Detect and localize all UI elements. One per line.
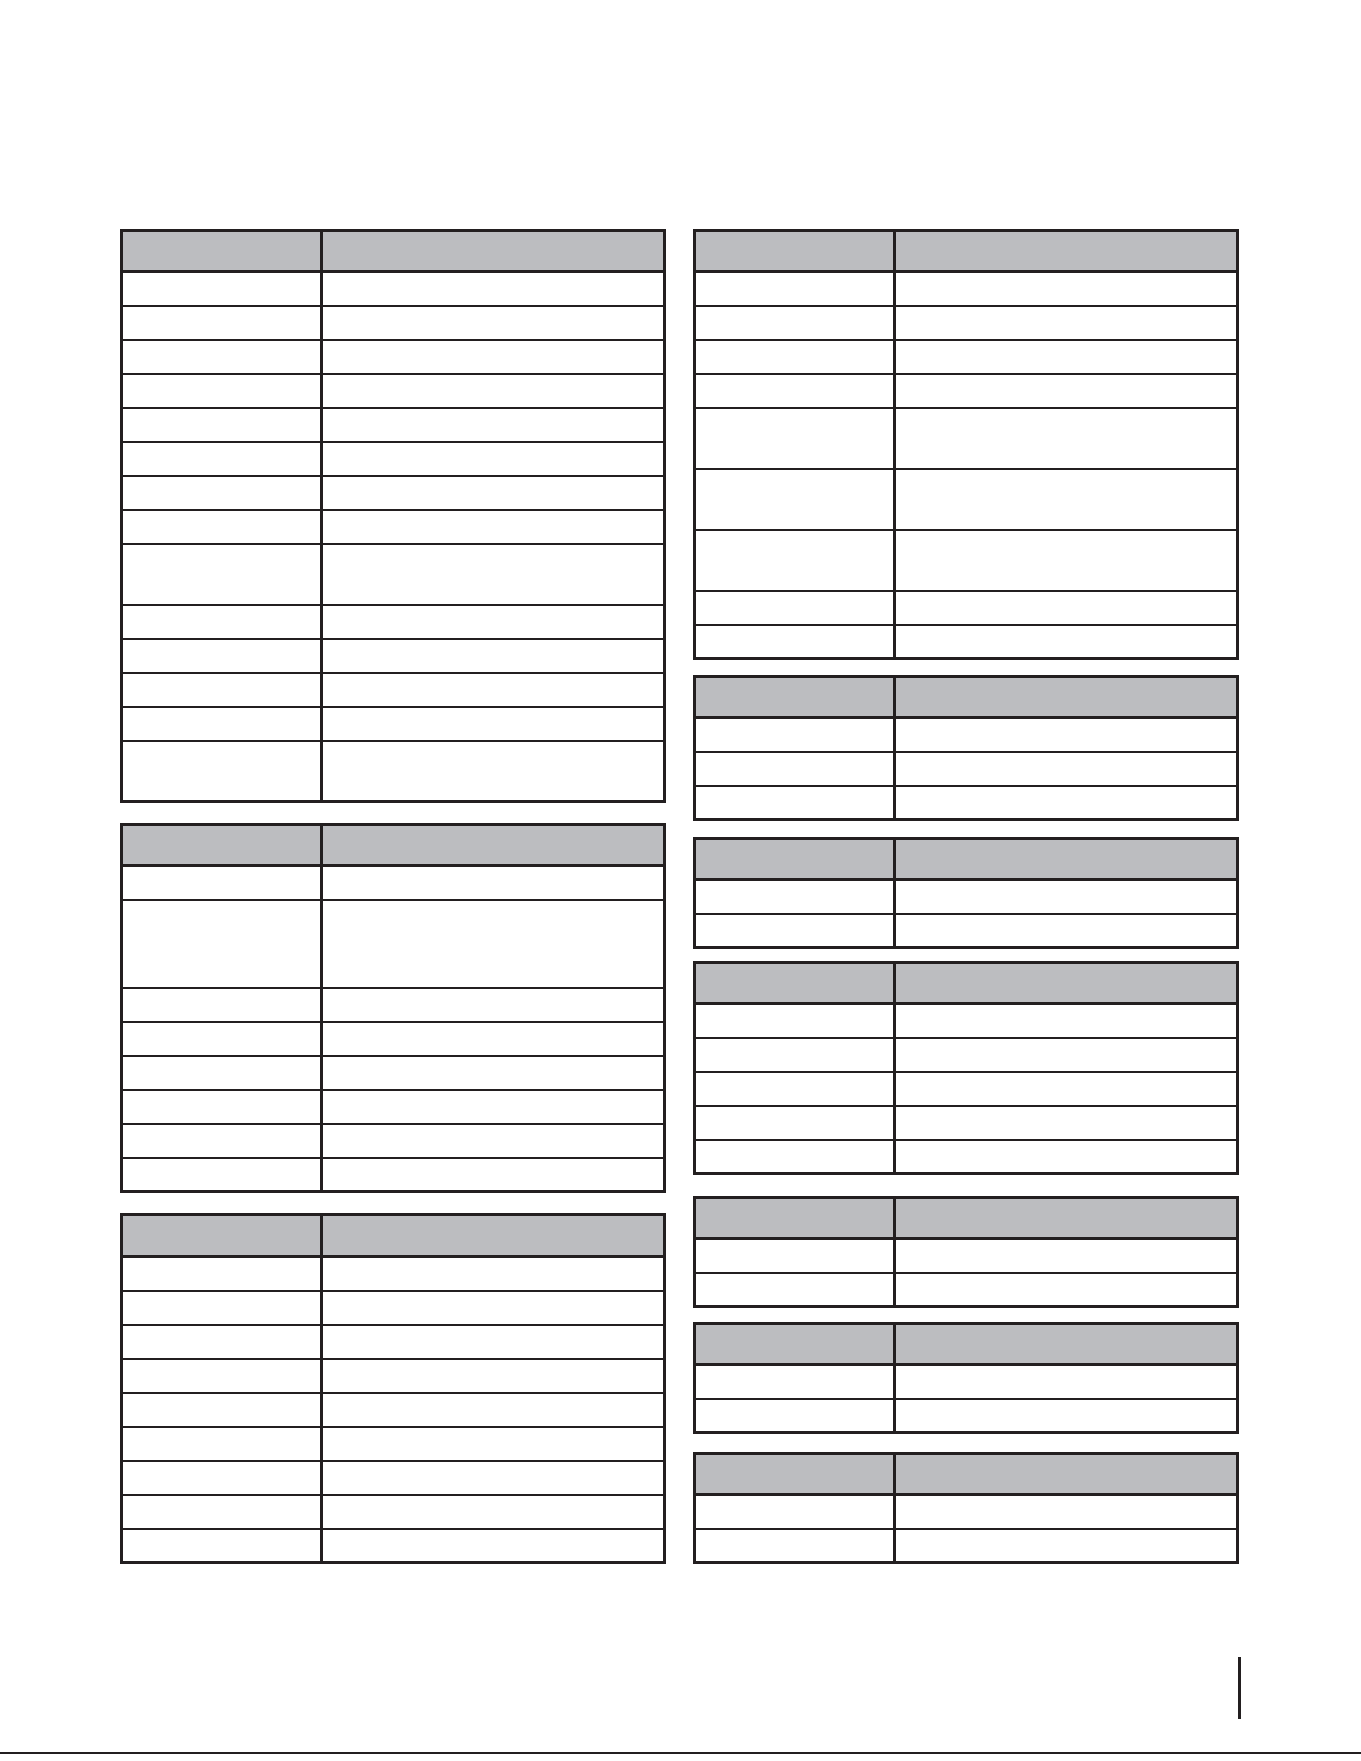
table-row	[122, 1529, 665, 1563]
table-row	[695, 1140, 1238, 1174]
spec-table-right-2	[693, 675, 1239, 821]
spec-table-right-6	[693, 1322, 1239, 1434]
table-cell	[695, 1495, 895, 1529]
table-cell	[695, 1529, 895, 1563]
table-cell	[695, 469, 895, 530]
header-cell	[695, 1454, 895, 1495]
header-cell	[895, 1454, 1238, 1495]
table-row	[122, 1461, 665, 1495]
table-cell	[322, 408, 665, 442]
table-cell	[895, 880, 1238, 914]
table-cell	[122, 1056, 322, 1090]
table-header-row	[122, 1215, 665, 1257]
table-cell	[895, 914, 1238, 948]
table-cell	[122, 1359, 322, 1393]
table-cell	[322, 1495, 665, 1529]
table-cell	[695, 1106, 895, 1140]
table-cell	[122, 408, 322, 442]
table-cell	[695, 530, 895, 591]
table-row	[122, 1022, 665, 1056]
table-cell	[322, 1291, 665, 1325]
table-row	[122, 988, 665, 1022]
table-row	[122, 1291, 665, 1325]
table-cell	[122, 1325, 322, 1359]
table-cell	[122, 1124, 322, 1158]
table-cell	[122, 1427, 322, 1461]
table-row	[122, 1325, 665, 1359]
table-cell	[122, 374, 322, 408]
table-header-row	[695, 839, 1238, 880]
table-cell	[895, 625, 1238, 659]
table-row	[122, 1056, 665, 1090]
table-row	[122, 442, 665, 476]
table-cell	[322, 544, 665, 605]
table-cell	[122, 1529, 322, 1563]
table-cell	[695, 786, 895, 820]
table-cell	[122, 476, 322, 510]
table-cell	[322, 1022, 665, 1056]
table-cell	[322, 306, 665, 340]
table-cell	[322, 510, 665, 544]
table-cell	[322, 866, 665, 900]
table-row	[695, 340, 1238, 374]
table-cell	[322, 900, 665, 988]
table-cell	[322, 1393, 665, 1427]
table-cell	[695, 408, 895, 469]
table-cell	[322, 476, 665, 510]
spec-table-right-7	[693, 1452, 1239, 1564]
header-cell	[895, 839, 1238, 880]
table-row	[695, 1072, 1238, 1106]
table-row	[695, 1399, 1238, 1433]
table-row	[695, 914, 1238, 948]
table-row	[122, 510, 665, 544]
table-cell	[322, 1461, 665, 1495]
table-row	[122, 1427, 665, 1461]
header-cell	[122, 231, 322, 272]
table-cell	[895, 1106, 1238, 1140]
spec-table-left-3	[120, 1213, 666, 1564]
table-row	[122, 272, 665, 306]
header-cell	[895, 231, 1238, 272]
table-row	[122, 1359, 665, 1393]
table-cell	[322, 1427, 665, 1461]
header-cell	[695, 1324, 895, 1365]
spec-table-left-2	[120, 823, 666, 1193]
table-cell	[695, 1239, 895, 1273]
table-cell	[322, 707, 665, 741]
table-cell	[695, 1038, 895, 1072]
table-row	[122, 673, 665, 707]
table-row	[695, 469, 1238, 530]
table-header-row	[695, 231, 1238, 272]
table-cell	[322, 272, 665, 306]
table-row	[695, 1239, 1238, 1273]
header-cell	[322, 1215, 665, 1257]
table-cell	[895, 306, 1238, 340]
header-cell	[695, 839, 895, 880]
table-cell	[322, 673, 665, 707]
table-cell	[895, 591, 1238, 625]
table-cell	[895, 1140, 1238, 1174]
table-cell	[322, 442, 665, 476]
page-bottom-rule	[0, 1752, 1361, 1754]
table-cell	[895, 1495, 1238, 1529]
table-row	[695, 1273, 1238, 1307]
table-cell	[695, 625, 895, 659]
table-cell	[122, 544, 322, 605]
table-cell	[122, 1461, 322, 1495]
table-cell	[122, 1495, 322, 1529]
table-row	[695, 625, 1238, 659]
table-cell	[695, 914, 895, 948]
header-cell	[322, 825, 665, 866]
table-cell	[122, 1257, 322, 1291]
table-row	[695, 1495, 1238, 1529]
table-cell	[895, 786, 1238, 820]
table-row	[122, 707, 665, 741]
table-cell	[695, 1004, 895, 1038]
table-cell	[895, 1038, 1238, 1072]
table-cell	[695, 1273, 895, 1307]
table-row	[695, 880, 1238, 914]
table-row	[122, 605, 665, 639]
spec-table-right-4	[693, 961, 1239, 1175]
table-cell	[895, 1004, 1238, 1038]
table-row	[695, 1004, 1238, 1038]
table-cell	[122, 1158, 322, 1192]
table-cell	[122, 900, 322, 988]
table-cell	[322, 1359, 665, 1393]
table-cell	[322, 1325, 665, 1359]
table-cell	[895, 1399, 1238, 1433]
table-cell	[122, 340, 322, 374]
table-cell	[322, 1529, 665, 1563]
table-cell	[695, 880, 895, 914]
table-row	[122, 476, 665, 510]
table-cell	[122, 272, 322, 306]
table-cell	[322, 1124, 665, 1158]
table-cell	[322, 1056, 665, 1090]
table-row	[695, 408, 1238, 469]
table-cell	[122, 1090, 322, 1124]
table-cell	[695, 752, 895, 786]
table-cell	[695, 306, 895, 340]
table-cell	[122, 741, 322, 802]
spec-table-left-1	[120, 229, 666, 803]
table-row	[695, 752, 1238, 786]
table-cell	[122, 1393, 322, 1427]
table-cell	[895, 752, 1238, 786]
table-row	[122, 1495, 665, 1529]
table-cell	[122, 605, 322, 639]
table-row	[122, 1393, 665, 1427]
table-row	[122, 1124, 665, 1158]
table-cell	[695, 1072, 895, 1106]
table-row	[695, 591, 1238, 625]
table-header-row	[695, 1324, 1238, 1365]
spec-table-right-1	[693, 229, 1239, 660]
table-cell	[895, 1072, 1238, 1106]
table-cell	[895, 340, 1238, 374]
table-cell	[322, 605, 665, 639]
header-cell	[122, 1215, 322, 1257]
table-row	[122, 306, 665, 340]
table-row	[695, 786, 1238, 820]
table-header-row	[695, 677, 1238, 718]
table-row	[695, 718, 1238, 752]
table-row	[695, 1106, 1238, 1140]
header-cell	[122, 825, 322, 866]
table-header-row	[695, 963, 1238, 1004]
table-cell	[895, 272, 1238, 306]
table-header-row	[695, 1454, 1238, 1495]
table-row	[122, 1158, 665, 1192]
table-cell	[895, 718, 1238, 752]
table-row	[695, 272, 1238, 306]
table-row	[695, 530, 1238, 591]
table-cell	[122, 510, 322, 544]
table-cell	[322, 340, 665, 374]
table-cell	[122, 866, 322, 900]
table-cell	[122, 306, 322, 340]
table-cell	[322, 1158, 665, 1192]
table-row	[122, 741, 665, 802]
table-cell	[695, 1399, 895, 1433]
table-row	[695, 374, 1238, 408]
table-cell	[895, 1239, 1238, 1273]
table-row	[122, 408, 665, 442]
table-row	[122, 866, 665, 900]
table-cell	[695, 1365, 895, 1399]
table-row	[695, 1529, 1238, 1563]
table-cell	[695, 272, 895, 306]
table-row	[122, 1090, 665, 1124]
table-cell	[895, 530, 1238, 591]
table-cell	[695, 718, 895, 752]
table-header-row	[122, 231, 665, 272]
table-cell	[895, 469, 1238, 530]
table-row	[695, 1365, 1238, 1399]
spec-table-right-3	[693, 837, 1239, 949]
table-row	[122, 340, 665, 374]
spec-table-right-5	[693, 1196, 1239, 1308]
header-cell	[895, 963, 1238, 1004]
page-margin-bar	[1238, 1657, 1241, 1719]
table-row	[695, 1038, 1238, 1072]
table-cell	[122, 1291, 322, 1325]
table-cell	[895, 1529, 1238, 1563]
table-row	[695, 306, 1238, 340]
table-cell	[695, 1140, 895, 1174]
table-row	[122, 900, 665, 988]
table-cell	[122, 988, 322, 1022]
header-cell	[695, 677, 895, 718]
table-cell	[322, 1090, 665, 1124]
table-cell	[122, 1022, 322, 1056]
table-cell	[322, 374, 665, 408]
header-cell	[695, 231, 895, 272]
table-header-row	[695, 1198, 1238, 1239]
table-cell	[322, 741, 665, 802]
table-cell	[695, 374, 895, 408]
table-row	[122, 1257, 665, 1291]
header-cell	[895, 1324, 1238, 1365]
table-cell	[122, 639, 322, 673]
table-cell	[695, 591, 895, 625]
table-cell	[695, 340, 895, 374]
header-cell	[695, 1198, 895, 1239]
table-cell	[122, 707, 322, 741]
header-cell	[695, 963, 895, 1004]
table-cell	[322, 988, 665, 1022]
table-cell	[322, 1257, 665, 1291]
table-row	[122, 374, 665, 408]
table-cell	[895, 1273, 1238, 1307]
table-cell	[122, 673, 322, 707]
header-cell	[322, 231, 665, 272]
table-cell	[322, 639, 665, 673]
header-cell	[895, 1198, 1238, 1239]
table-row	[122, 639, 665, 673]
table-cell	[122, 442, 322, 476]
table-cell	[895, 1365, 1238, 1399]
table-cell	[895, 408, 1238, 469]
table-header-row	[122, 825, 665, 866]
header-cell	[895, 677, 1238, 718]
table-cell	[895, 374, 1238, 408]
table-row	[122, 544, 665, 605]
